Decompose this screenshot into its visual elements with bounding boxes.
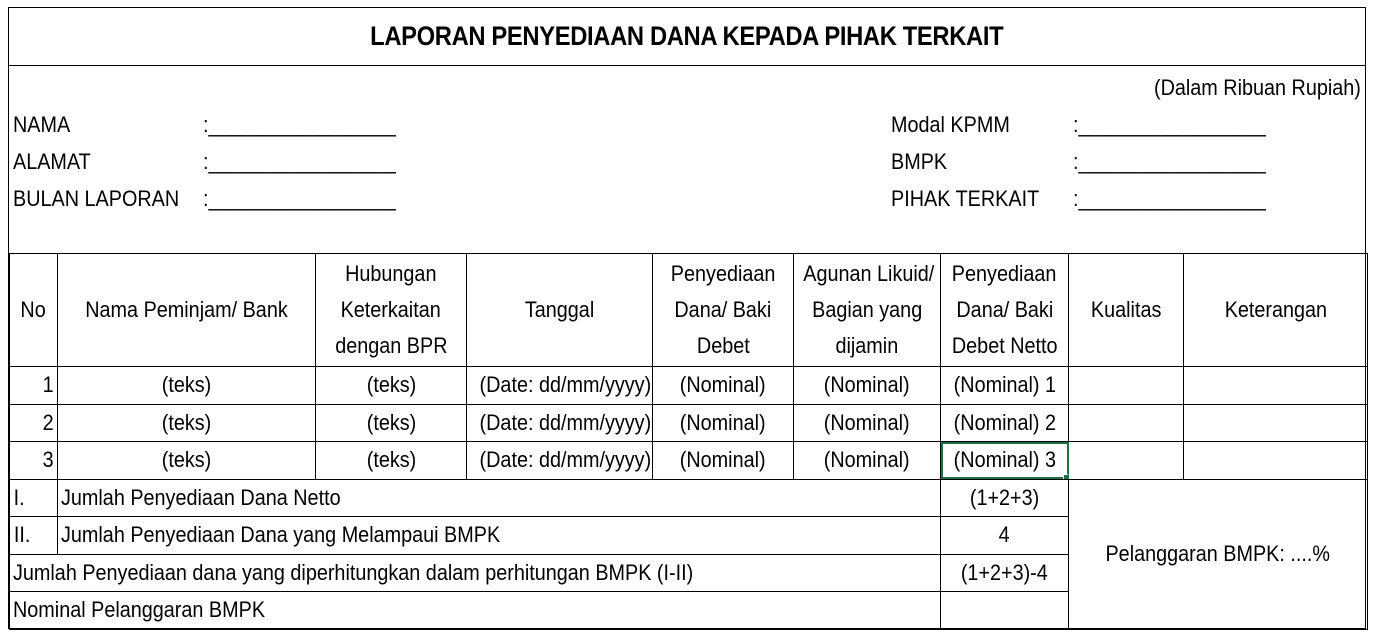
field-value-modal-kpmm[interactable]: :_________________: [1073, 112, 1266, 137]
summary-value[interactable]: (1+2+3)-4: [941, 554, 1069, 592]
cell-hubungan[interactable]: (teks): [316, 404, 467, 442]
field-label-nama: NAMA: [13, 112, 71, 137]
field-label-pihak-terkait: PIHAK TERKAIT: [891, 186, 1040, 211]
cell-agunan[interactable]: (Nominal): [794, 404, 941, 442]
summary-label[interactable]: Nominal Pelanggaran BMPK: [10, 592, 941, 630]
field-label-bulan-laporan: BULAN LAPORAN: [13, 186, 180, 211]
summary-row: [10, 479, 1368, 517]
summary-value[interactable]: [941, 592, 1069, 630]
cell-keterangan[interactable]: [1184, 404, 1368, 442]
field-value-alamat[interactable]: :_________________: [203, 149, 396, 174]
cell-agunan[interactable]: (Nominal): [794, 367, 941, 405]
cell-netto[interactable]: (Nominal) 2: [941, 404, 1069, 442]
summary-roman[interactable]: II.: [10, 517, 58, 555]
violation-note: Pelanggaran BMPK: ....%: [1105, 541, 1331, 566]
cell-penyediaan[interactable]: (Nominal): [653, 442, 794, 480]
cell-nama[interactable]: (teks): [58, 367, 316, 405]
cell-nama[interactable]: (teks): [58, 442, 316, 480]
header-tanggal[interactable]: Tanggal: [467, 254, 653, 367]
summary-label[interactable]: Jumlah Penyediaan Dana Netto: [58, 479, 941, 517]
summary-value[interactable]: 4: [941, 517, 1069, 555]
cell-tanggal[interactable]: (Date: dd/mm/yyyy): [467, 367, 653, 405]
header-penyediaan-dana[interactable]: Penyediaan Dana/ Baki Debet: [653, 254, 794, 367]
header-no[interactable]: No: [10, 254, 58, 367]
table-header-row: [10, 254, 1368, 367]
cell-penyediaan[interactable]: (Nominal): [653, 404, 794, 442]
field-value-bulan-laporan[interactable]: :_________________: [203, 186, 396, 211]
field-value-nama[interactable]: :_________________: [203, 112, 396, 137]
cell-hubungan[interactable]: (teks): [316, 367, 467, 405]
cell-tanggal[interactable]: (Date: dd/mm/yyyy): [467, 442, 653, 480]
report-sheet: [8, 7, 1366, 629]
cell-hubungan[interactable]: (teks): [316, 442, 467, 480]
cell-no[interactable]: 3: [10, 442, 58, 480]
header-penyediaan-netto[interactable]: Penyediaan Dana/ Baki Debet Netto: [941, 254, 1069, 367]
header-kualitas[interactable]: Kualitas: [1069, 254, 1184, 367]
cell-tanggal[interactable]: (Date: dd/mm/yyyy): [467, 404, 653, 442]
field-value-pihak-terkait[interactable]: :_________________: [1073, 186, 1266, 211]
cell-keterangan[interactable]: [1184, 367, 1368, 405]
summary-roman[interactable]: I.: [10, 479, 58, 517]
table-row: [10, 442, 1368, 480]
table-row: [10, 404, 1368, 442]
field-label-bmpk: BMPK: [891, 149, 948, 174]
cell-kualitas[interactable]: [1069, 442, 1184, 480]
field-value-bmpk[interactable]: :_________________: [1073, 149, 1266, 174]
cell-no[interactable]: 1: [10, 367, 58, 405]
header-hubungan[interactable]: Hubungan Keterkaitan dengan BPR: [316, 254, 467, 367]
cell-nama[interactable]: (teks): [58, 404, 316, 442]
summary-label[interactable]: Jumlah Penyediaan Dana yang Melampaui BMPK: [58, 517, 941, 555]
summary-label[interactable]: Jumlah Penyediaan dana yang diperhitungkan dalam perhitungan BMPK (I-II): [10, 554, 941, 592]
field-label-alamat: ALAMAT: [13, 149, 91, 174]
cell-keterangan[interactable]: [1184, 442, 1368, 480]
cell-netto-selected[interactable]: (Nominal) 3: [941, 442, 1069, 480]
currency-note: (Dalam Ribuan Rupiah): [1154, 75, 1361, 100]
report-table: [9, 253, 1368, 630]
report-title[interactable]: LAPORAN PENYEDIAAN DANA KEPADA PIHAK TERKAIT: [370, 21, 1004, 51]
field-label-modal-kpmm: Modal KPMM: [891, 112, 1010, 137]
cell-agunan[interactable]: (Nominal): [794, 442, 941, 480]
title-row: [9, 8, 1365, 66]
cell-no[interactable]: 2: [10, 404, 58, 442]
violation-cell[interactable]: [1069, 479, 1368, 629]
cell-penyediaan[interactable]: (Nominal): [653, 367, 794, 405]
summary-value[interactable]: (1+2+3): [941, 479, 1069, 517]
cell-kualitas[interactable]: [1069, 404, 1184, 442]
cell-kualitas[interactable]: [1069, 367, 1184, 405]
table-row: [10, 367, 1368, 405]
header-nama-peminjam[interactable]: Nama Peminjam/ Bank: [58, 254, 316, 367]
header-keterangan[interactable]: Keterangan: [1184, 254, 1368, 367]
cell-netto[interactable]: (Nominal) 1: [941, 367, 1069, 405]
header-agunan-likuid[interactable]: Agunan Likuid/ Bagian yang dijamin: [794, 254, 941, 367]
